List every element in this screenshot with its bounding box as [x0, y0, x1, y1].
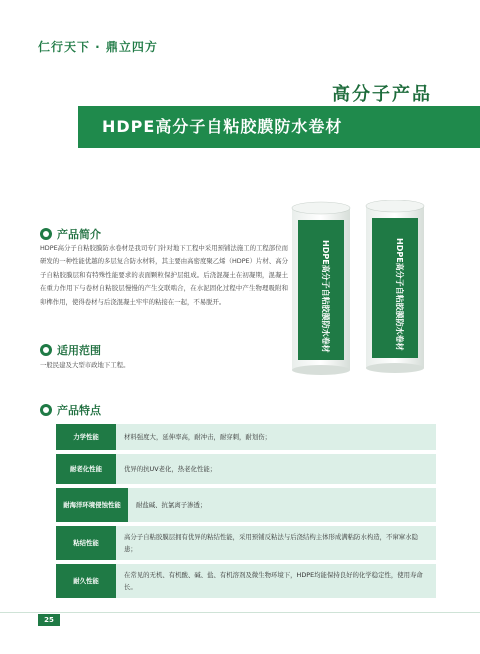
product-rolls-image — [286, 200, 432, 378]
feature-label: 力学性能 — [56, 424, 116, 450]
features-table — [56, 424, 436, 602]
application-text: 一般民建及大型市政地下工程。 — [40, 361, 130, 369]
table-row — [56, 454, 436, 484]
roll-left — [292, 202, 350, 375]
feature-label: 耐海洋环境侵蚀性能 — [56, 488, 128, 522]
application-heading-label: 适用范围 — [57, 344, 101, 357]
category-title: 高分子产品 — [332, 84, 432, 105]
feature-label: 耐老化性能 — [56, 454, 116, 484]
roll-right-product-text: HDPE高分子自粘胶膜防水卷材 — [395, 238, 404, 351]
intro-text: HDPE高分子自粘胶膜防水卷材是我司专门针对地下工程中采用预铺法施工的工程部位而研发的一种性能优越的多层复合防水材料，其主要由高密度聚乙烯（HDPE）片材、高分子自粘胶膜层和有特殊性能要求的表面颗粒保护层组成。后浇混凝土在初凝期，混凝土在重力作用下与卷材自粘胶层慢慢的产生交联啮合，在水泥固化过程中产生物理吸附和卯榫作用，使得卷材与后浇混凝土牢牢的粘接在一起，不易脱开。 — [40, 244, 288, 306]
feature-text: 耐盐碱、抗氯离子渗透； — [128, 488, 436, 522]
intro-heading-label: 产品简介 — [57, 228, 101, 241]
features-heading-label: 产品特点 — [57, 404, 101, 417]
application-heading — [40, 342, 101, 358]
table-row — [56, 424, 436, 450]
features-heading — [40, 402, 101, 418]
table-row — [56, 488, 436, 522]
feature-text: 材料强度大，延伸率高，耐冲击，耐穿刺，耐划伤； — [116, 424, 436, 450]
feature-label: 耐久性能 — [56, 564, 116, 598]
feature-label: 粘结性能 — [56, 526, 116, 560]
roll-left-product-text: HDPE高分子自粘胶膜防水卷材 — [321, 240, 330, 353]
table-row — [56, 564, 436, 598]
page-footer-line — [0, 612, 480, 625]
product-title: HDPE高分子自粘胶膜防水卷材 — [102, 117, 343, 136]
section-bullet-icon — [40, 344, 52, 356]
table-row — [56, 526, 436, 560]
section-bullet-icon — [40, 228, 52, 240]
roll-right — [366, 200, 424, 373]
feature-text: 高分子自粘胶膜层拥有优异的粘结性能，采用预铺反粘法与后浇结构主体形成满粘防水构造，不窜窜水隐患； — [116, 526, 436, 560]
intro-heading — [40, 226, 101, 242]
section-bullet-icon — [40, 404, 52, 416]
slogan: 仁行天下 · 鼎立四方 — [38, 40, 158, 54]
page-number: 25 — [38, 614, 60, 626]
feature-text: 在常见的无机、有机酸、碱、盐、有机溶剂及微生物环境下，HDPE均能保持良好的化学稳定性，使用寿命长。 — [116, 564, 436, 598]
feature-text: 优异的抗UV老化，热老化性能； — [116, 454, 436, 484]
